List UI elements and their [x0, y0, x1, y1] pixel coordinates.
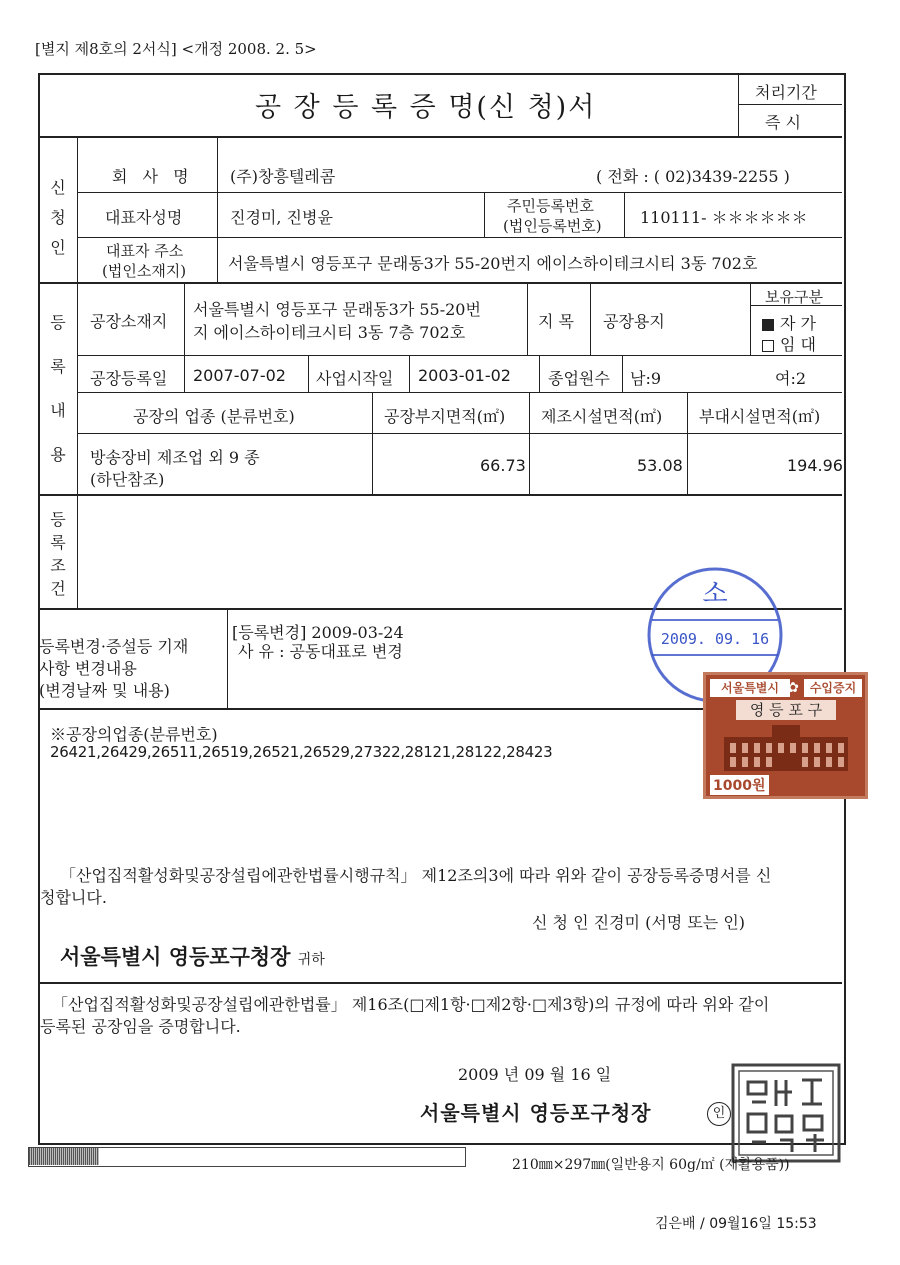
reg-number-label: 주민등록번호	[507, 197, 594, 215]
recipient: 서울특별시 영등포구청장 귀하	[60, 944, 325, 969]
applicant-section-label: 신 청 인	[50, 178, 66, 257]
change-line-1: [등록변경] 2009-03-24	[232, 623, 404, 642]
emblem-icon: ✿	[787, 680, 799, 696]
registration-section-label: 등 록 내 용	[50, 313, 66, 464]
business-start-label: 사업시작일	[316, 369, 394, 388]
ownership-own-checkbox	[762, 319, 774, 331]
barcode-strip	[28, 1147, 466, 1167]
factory-location-line-2: 지 에이스하이테크시티 3동 7층 702호	[193, 323, 466, 342]
official-seal	[730, 1062, 842, 1164]
statement-2-line-1: 「산업집적활성화및공장설립에관한법률」 제16조(□제1항·□제2항·□제3항)의 규정에 따라 위와 같이	[52, 995, 770, 1014]
col-header-industry: 공장의 업종 (분류번호)	[133, 407, 295, 426]
address-value: 서울특별시 영등포구 문래동3가 55-20번지 에이스하이테크시티 3동 702호	[228, 254, 758, 273]
registration-date-label: 공장등록일	[90, 369, 168, 388]
seal-mark: 인	[707, 1102, 731, 1126]
statement-1-line-2: 청합니다.	[40, 888, 107, 907]
revenue-stamp-type: 수입증지	[804, 679, 862, 697]
applicant-signature: 신 청 인 진경미 (서명 또는 인)	[532, 913, 746, 932]
building-illustration	[714, 723, 858, 775]
employees-label: 종업원수	[548, 369, 610, 388]
ownership-option-lease: 임 대	[762, 332, 816, 355]
phone-value: ( 전화 : ( 02)3439-2255 )	[596, 167, 790, 186]
statement-2-line-2: 등록된 공장임을 증명합니다.	[40, 1017, 241, 1036]
form-label: [별지 제8호의 2서식] <개정 2008. 2. 5>	[35, 40, 317, 58]
conditions-section-label: 등 록 조 건	[50, 510, 66, 598]
representative-value: 진경미, 진병윤	[230, 208, 333, 227]
page-title: 공 장 등 록 증 명(신 청)서	[255, 92, 597, 123]
representative-label: 대표자성명	[105, 208, 183, 227]
industry-codes-value: 26421,26429,26511,26519,26521,26529,27322,28121,28122,28423	[50, 743, 553, 761]
business-start-value: 2003-01-02	[418, 366, 511, 385]
address-label: 대표자 주소	[106, 242, 184, 260]
site-area-value: 66.73	[480, 456, 526, 475]
registration-date-value: 2007-07-02	[193, 366, 286, 385]
change-label-3: (변경날짜 및 내용)	[39, 681, 170, 700]
ownership-label: 보유구분	[765, 288, 823, 306]
ownership-lease-checkbox	[762, 340, 774, 352]
reg-number-value: 110111- ＊＊＊＊＊＊	[640, 208, 808, 227]
employees-male: 남:9	[630, 369, 662, 388]
land-category-value: 공장용지	[603, 312, 665, 331]
barcode-pattern	[29, 1148, 99, 1165]
paper-spec: 210㎜×297㎜(일반용지 60g/㎡ (재활용품))	[512, 1157, 790, 1173]
issuer: 서울특별시 영등포구청장	[420, 1101, 652, 1125]
ownership-option-own: 자 가	[762, 311, 816, 334]
revenue-stamp-amount: 1000원	[710, 775, 769, 795]
industry-line-1: 방송장비 제조업 외 9 종	[90, 448, 260, 467]
land-category-label: 지 목	[538, 312, 574, 331]
change-line-2: 사 유 : 공동대표로 변경	[238, 642, 403, 661]
change-label-1: 등록변경·증설등 기재	[39, 637, 189, 656]
corp-address-label: (법인소재지)	[102, 262, 187, 280]
employees-female: 여:2	[775, 369, 807, 388]
stamp-char: 소	[702, 579, 728, 609]
col-header-site-area: 공장부지면적(㎡)	[384, 407, 506, 426]
processing-value: 즉 시	[765, 113, 801, 132]
industry-codes-label: ※공장의업종(분류번호)	[50, 725, 218, 744]
processing-label: 처리기간	[755, 83, 817, 102]
footer-print-info: 김은배 / 09월16일 15:53	[655, 1216, 817, 1232]
col-header-aux-area: 부대시설면적(㎡)	[699, 407, 821, 426]
industry-line-2: (하단참조)	[90, 470, 165, 489]
revenue-stamp-district: 영 등 포 구	[736, 700, 836, 720]
factory-location-label: 공장소재지	[90, 312, 168, 331]
company-name-label: 회 사 명	[112, 167, 194, 186]
mfg-area-value: 53.08	[637, 456, 683, 475]
stamp-date: 2009. 09. 16	[660, 630, 770, 648]
change-label-2: 사항 변경내용	[39, 659, 137, 678]
corp-reg-number-label: (법인등록번호)	[503, 217, 602, 235]
revenue-stamp-region: 서울특별시	[710, 679, 790, 697]
company-name-value: (주)창흥텔레콤	[230, 167, 336, 186]
aux-area-value: 194.96	[787, 456, 843, 475]
statement-1-line-1: 「산업집적활성화및공장설립에관한법률시행규칙」 제12조의3에 따라 위와 같이 공장등록증명서를 신	[60, 866, 772, 885]
factory-location-line-1: 서울특별시 영등포구 문래동3가 55-20번	[193, 300, 481, 319]
revenue-stamp	[703, 672, 868, 799]
col-header-mfg-area: 제조시설면적(㎡)	[541, 407, 663, 426]
issue-date: 2009 년 09 월 16 일	[458, 1065, 612, 1084]
